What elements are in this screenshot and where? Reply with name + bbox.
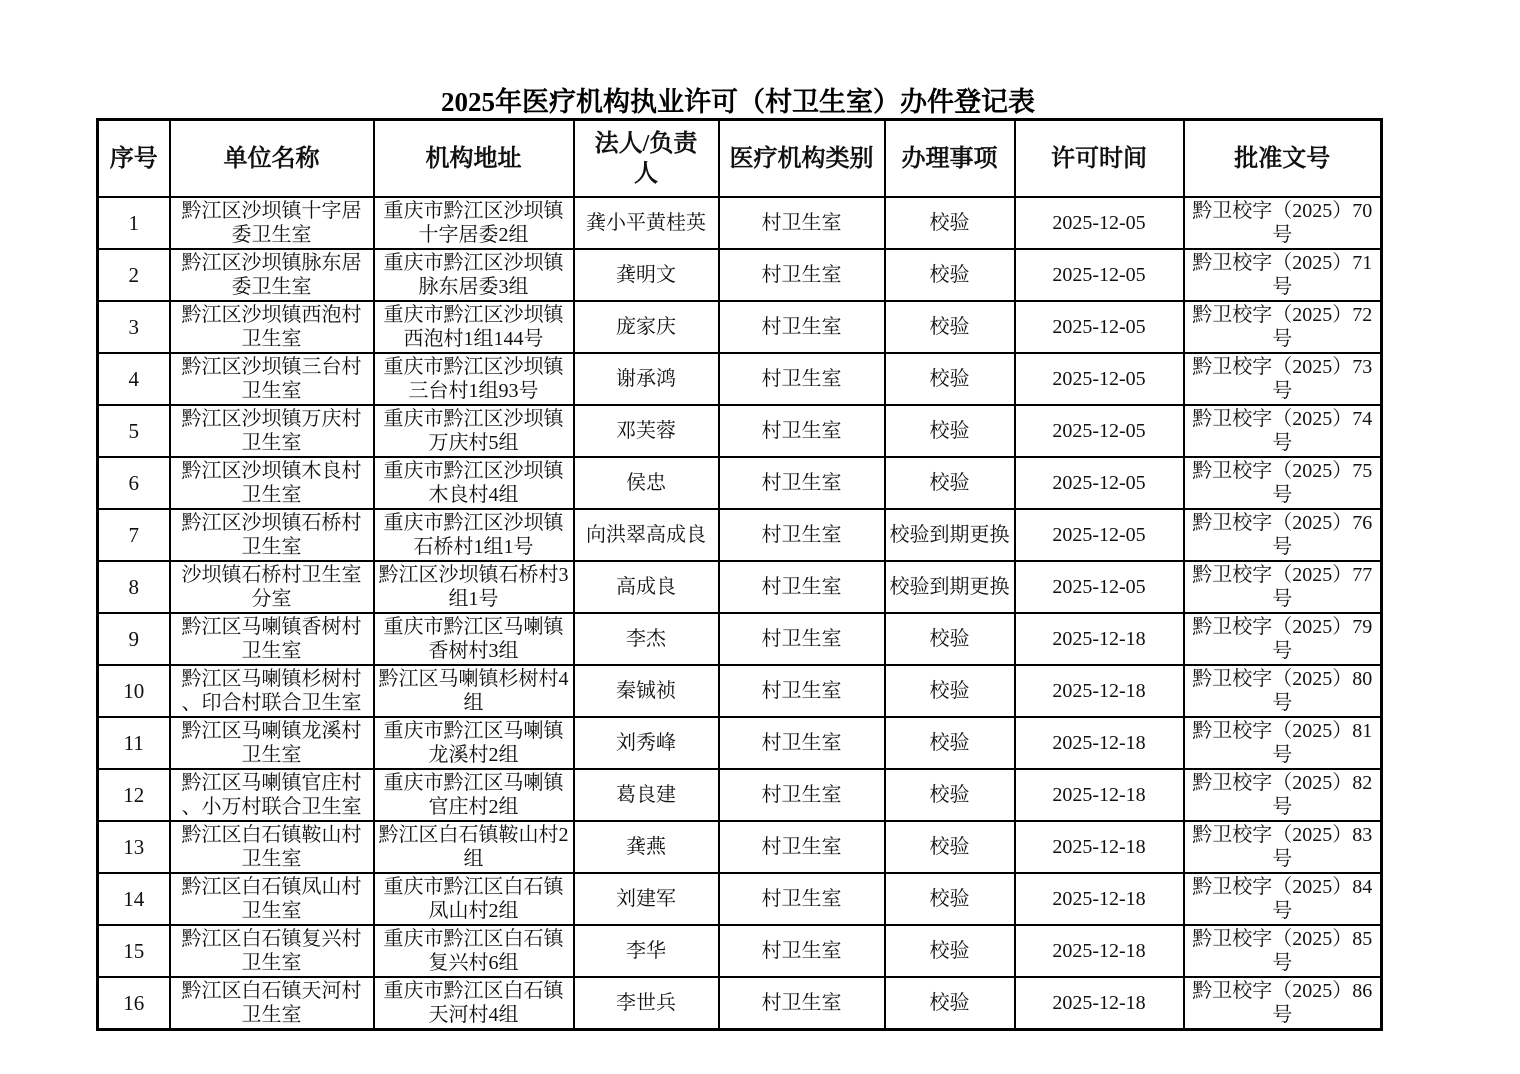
table-row <box>98 821 1382 873</box>
cell-index: 16 <box>98 977 170 1030</box>
cell-unit-name: 黔江区白石镇天河村卫生室 <box>170 977 374 1030</box>
cell-legal-person: 秦铖祯 <box>574 665 719 717</box>
header-row <box>98 120 1382 198</box>
cell-license-date: 2025-12-05 <box>1015 197 1184 249</box>
cell-unit-name: 黔江区沙坝镇万庆村卫生室 <box>170 405 374 457</box>
col-header-unit-name: 单位名称 <box>170 120 374 198</box>
cell-unit-name: 黔江区白石镇凤山村卫生室 <box>170 873 374 925</box>
cell-address: 重庆市黔江区沙坝镇脉东居委3组 <box>374 249 574 301</box>
cell-category: 村卫生室 <box>719 301 885 353</box>
cell-address: 重庆市黔江区沙坝镇西泡村1组144号 <box>374 301 574 353</box>
table-row <box>98 457 1382 509</box>
cell-approval-no: 黔卫校字（2025）71号 <box>1184 249 1382 301</box>
cell-approval-no: 黔卫校字（2025）75号 <box>1184 457 1382 509</box>
cell-approval-no: 黔卫校字（2025）77号 <box>1184 561 1382 613</box>
table-row <box>98 197 1382 249</box>
cell-unit-name: 黔江区马喇镇香树村卫生室 <box>170 613 374 665</box>
cell-approval-no: 黔卫校字（2025）84号 <box>1184 873 1382 925</box>
cell-unit-name: 黔江区马喇镇杉树村、印合村联合卫生室 <box>170 665 374 717</box>
cell-category: 村卫生室 <box>719 249 885 301</box>
cell-index: 12 <box>98 769 170 821</box>
cell-address: 黔江区沙坝镇石桥村3组1号 <box>374 561 574 613</box>
cell-category: 村卫生室 <box>719 977 885 1030</box>
cell-matter: 校验 <box>885 769 1015 821</box>
cell-approval-no: 黔卫校字（2025）72号 <box>1184 301 1382 353</box>
cell-unit-name: 黔江区沙坝镇石桥村卫生室 <box>170 509 374 561</box>
cell-license-date: 2025-12-18 <box>1015 821 1184 873</box>
cell-unit-name: 沙坝镇石桥村卫生室分室 <box>170 561 374 613</box>
cell-index: 5 <box>98 405 170 457</box>
cell-category: 村卫生室 <box>719 873 885 925</box>
table-row <box>98 613 1382 665</box>
cell-matter: 校验 <box>885 821 1015 873</box>
col-header-license-date: 许可时间 <box>1015 120 1184 198</box>
cell-license-date: 2025-12-18 <box>1015 769 1184 821</box>
cell-matter: 校验 <box>885 665 1015 717</box>
cell-category: 村卫生室 <box>719 457 885 509</box>
cell-category: 村卫生室 <box>719 717 885 769</box>
cell-license-date: 2025-12-18 <box>1015 873 1184 925</box>
cell-index: 14 <box>98 873 170 925</box>
cell-license-date: 2025-12-05 <box>1015 509 1184 561</box>
cell-category: 村卫生室 <box>719 925 885 977</box>
cell-address: 重庆市黔江区沙坝镇万庆村5组 <box>374 405 574 457</box>
cell-license-date: 2025-12-18 <box>1015 613 1184 665</box>
cell-address: 重庆市黔江区沙坝镇石桥村1组1号 <box>374 509 574 561</box>
col-header-matter: 办理事项 <box>885 120 1015 198</box>
cell-legal-person: 龚燕 <box>574 821 719 873</box>
cell-address: 重庆市黔江区马喇镇香树村3组 <box>374 613 574 665</box>
page-title: 2025年医疗机构执业许可（村卫生室）办件登记表 <box>441 87 1035 117</box>
cell-address: 重庆市黔江区沙坝镇十字居委2组 <box>374 197 574 249</box>
table-row <box>98 509 1382 561</box>
cell-category: 村卫生室 <box>719 509 885 561</box>
cell-address: 重庆市黔江区马喇镇官庄村2组 <box>374 769 574 821</box>
cell-category: 村卫生室 <box>719 561 885 613</box>
table-row <box>98 405 1382 457</box>
cell-address: 重庆市黔江区马喇镇龙溪村2组 <box>374 717 574 769</box>
table-row <box>98 977 1382 1030</box>
cell-legal-person: 龚小平黄桂英 <box>574 197 719 249</box>
col-header-legal-person: 法人/负责人 <box>574 120 719 198</box>
cell-unit-name: 黔江区马喇镇龙溪村卫生室 <box>170 717 374 769</box>
table-row <box>98 665 1382 717</box>
cell-matter: 校验 <box>885 197 1015 249</box>
cell-approval-no: 黔卫校字（2025）76号 <box>1184 509 1382 561</box>
cell-address: 重庆市黔江区沙坝镇三台村1组93号 <box>374 353 574 405</box>
cell-legal-person: 谢承鸿 <box>574 353 719 405</box>
cell-category: 村卫生室 <box>719 353 885 405</box>
cell-legal-person: 葛良建 <box>574 769 719 821</box>
cell-index: 2 <box>98 249 170 301</box>
cell-license-date: 2025-12-05 <box>1015 561 1184 613</box>
cell-approval-no: 黔卫校字（2025）83号 <box>1184 821 1382 873</box>
cell-legal-person: 侯忠 <box>574 457 719 509</box>
cell-unit-name: 黔江区白石镇复兴村卫生室 <box>170 925 374 977</box>
cell-license-date: 2025-12-05 <box>1015 457 1184 509</box>
cell-legal-person: 龚明文 <box>574 249 719 301</box>
table-row <box>98 717 1382 769</box>
col-header-category: 医疗机构类别 <box>719 120 885 198</box>
cell-legal-person: 向洪翠高成良 <box>574 509 719 561</box>
cell-category: 村卫生室 <box>719 821 885 873</box>
cell-address: 黔江区马喇镇杉树村4组 <box>374 665 574 717</box>
cell-approval-no: 黔卫校字（2025）73号 <box>1184 353 1382 405</box>
cell-matter: 校验到期更换 <box>885 509 1015 561</box>
cell-license-date: 2025-12-05 <box>1015 249 1184 301</box>
cell-legal-person: 高成良 <box>574 561 719 613</box>
table-row <box>98 301 1382 353</box>
cell-legal-person: 李世兵 <box>574 977 719 1030</box>
cell-matter: 校验 <box>885 301 1015 353</box>
cell-category: 村卫生室 <box>719 769 885 821</box>
cell-approval-no: 黔卫校字（2025）80号 <box>1184 665 1382 717</box>
cell-address: 重庆市黔江区白石镇凤山村2组 <box>374 873 574 925</box>
cell-unit-name: 黔江区沙坝镇西泡村卫生室 <box>170 301 374 353</box>
cell-approval-no: 黔卫校字（2025）81号 <box>1184 717 1382 769</box>
cell-license-date: 2025-12-18 <box>1015 977 1184 1030</box>
cell-category: 村卫生室 <box>719 405 885 457</box>
cell-index: 15 <box>98 925 170 977</box>
cell-license-date: 2025-12-18 <box>1015 665 1184 717</box>
cell-matter: 校验 <box>885 613 1015 665</box>
cell-index: 1 <box>98 197 170 249</box>
cell-index: 3 <box>98 301 170 353</box>
table-row <box>98 925 1382 977</box>
cell-legal-person: 刘建军 <box>574 873 719 925</box>
cell-address: 重庆市黔江区白石镇复兴村6组 <box>374 925 574 977</box>
table-row <box>98 873 1382 925</box>
table-row <box>98 561 1382 613</box>
cell-legal-person: 邓芙蓉 <box>574 405 719 457</box>
cell-legal-person: 庞家庆 <box>574 301 719 353</box>
cell-approval-no: 黔卫校字（2025）86号 <box>1184 977 1382 1030</box>
cell-index: 4 <box>98 353 170 405</box>
col-header-approval-no: 批准文号 <box>1184 120 1382 198</box>
cell-legal-person: 李华 <box>574 925 719 977</box>
cell-address: 重庆市黔江区沙坝镇木良村4组 <box>374 457 574 509</box>
cell-unit-name: 黔江区沙坝镇脉东居委卫生室 <box>170 249 374 301</box>
cell-index: 13 <box>98 821 170 873</box>
cell-approval-no: 黔卫校字（2025）70号 <box>1184 197 1382 249</box>
cell-index: 8 <box>98 561 170 613</box>
cell-index: 10 <box>98 665 170 717</box>
cell-legal-person: 李杰 <box>574 613 719 665</box>
cell-matter: 校验 <box>885 873 1015 925</box>
cell-matter: 校验 <box>885 249 1015 301</box>
table-header <box>98 120 1382 198</box>
cell-unit-name: 黔江区沙坝镇十字居委卫生室 <box>170 197 374 249</box>
cell-unit-name: 黔江区沙坝镇三台村卫生室 <box>170 353 374 405</box>
cell-index: 6 <box>98 457 170 509</box>
table-row <box>98 769 1382 821</box>
col-header-index: 序号 <box>98 120 170 198</box>
cell-legal-person: 刘秀峰 <box>574 717 719 769</box>
cell-category: 村卫生室 <box>719 665 885 717</box>
cell-category: 村卫生室 <box>719 613 885 665</box>
cell-license-date: 2025-12-05 <box>1015 353 1184 405</box>
cell-index: 11 <box>98 717 170 769</box>
cell-license-date: 2025-12-05 <box>1015 405 1184 457</box>
table-row <box>98 249 1382 301</box>
registration-table <box>96 118 1383 1031</box>
cell-unit-name: 黔江区马喇镇官庄村、小万村联合卫生室 <box>170 769 374 821</box>
cell-category: 村卫生室 <box>719 197 885 249</box>
cell-unit-name: 黔江区白石镇鞍山村卫生室 <box>170 821 374 873</box>
cell-matter: 校验 <box>885 717 1015 769</box>
cell-license-date: 2025-12-18 <box>1015 717 1184 769</box>
cell-matter: 校验 <box>885 405 1015 457</box>
cell-approval-no: 黔卫校字（2025）74号 <box>1184 405 1382 457</box>
table-body <box>98 197 1382 1030</box>
table-row <box>98 353 1382 405</box>
cell-matter: 校验 <box>885 977 1015 1030</box>
col-header-address: 机构地址 <box>374 120 574 198</box>
cell-matter: 校验到期更换 <box>885 561 1015 613</box>
cell-matter: 校验 <box>885 353 1015 405</box>
cell-matter: 校验 <box>885 457 1015 509</box>
cell-address: 重庆市黔江区白石镇天河村4组 <box>374 977 574 1030</box>
cell-approval-no: 黔卫校字（2025）79号 <box>1184 613 1382 665</box>
cell-index: 7 <box>98 509 170 561</box>
cell-approval-no: 黔卫校字（2025）82号 <box>1184 769 1382 821</box>
cell-approval-no: 黔卫校字（2025）85号 <box>1184 925 1382 977</box>
cell-address: 黔江区白石镇鞍山村2组 <box>374 821 574 873</box>
cell-index: 9 <box>98 613 170 665</box>
cell-matter: 校验 <box>885 925 1015 977</box>
cell-license-date: 2025-12-18 <box>1015 925 1184 977</box>
cell-license-date: 2025-12-05 <box>1015 301 1184 353</box>
cell-unit-name: 黔江区沙坝镇木良村卫生室 <box>170 457 374 509</box>
